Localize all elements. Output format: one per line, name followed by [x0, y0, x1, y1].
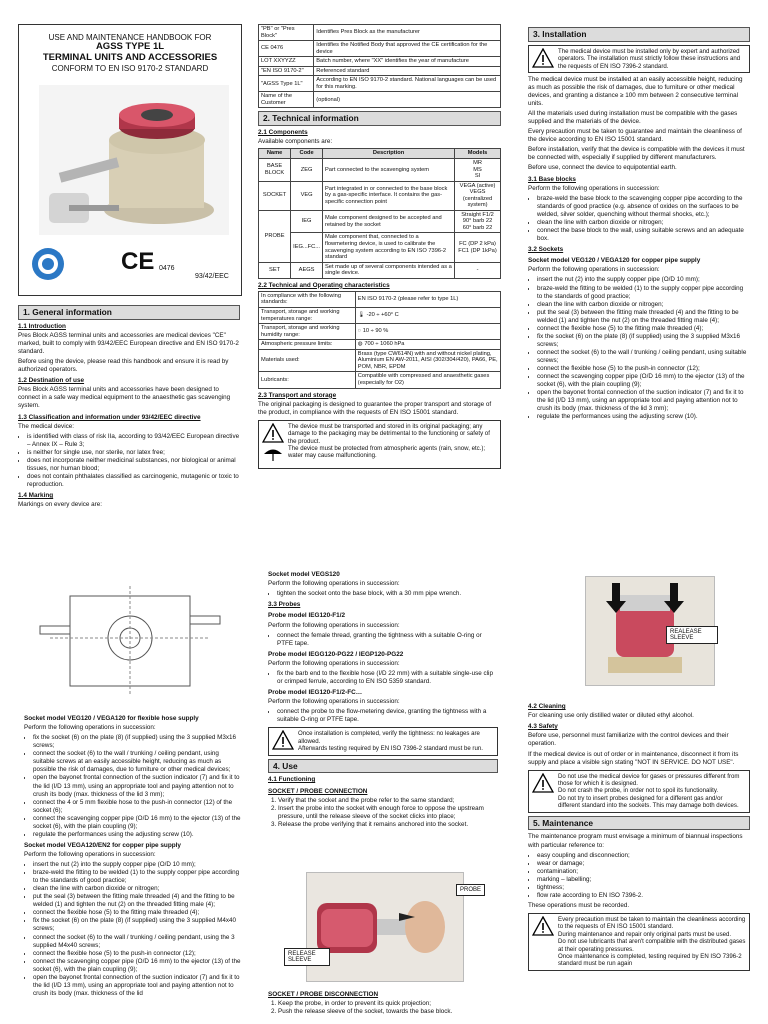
warning-text: Every precaution must be taken to maintain the cleanliness according to the requests of EN ISO 15001 standard. — [558, 915, 746, 931]
paragraph: Perform the following operations in succession: — [268, 580, 400, 588]
ce-mark-icon: CE — [121, 248, 155, 275]
table-row — [259, 349, 501, 372]
table-cell: Part connected to the scavenging system — [323, 159, 455, 182]
table-row — [259, 308, 501, 324]
warning-text: Once maintenance is completed, testing required by EN ISO 7396-2 standard must be run again — [558, 953, 742, 968]
list-item: • connect the flexible hose (5) to the push-in connector (12); — [537, 365, 750, 373]
characteristics-table — [258, 291, 501, 389]
table-cell: "AGSS Type 1L" — [259, 76, 314, 92]
list-item: • braze-weld the base block to the scavenging copper pipe according to the standards of good practice (e.g. absence of oxides on the surfaces to be welded, silver solder, quenching without thermal shocks, etc.); — [537, 195, 750, 219]
table-cell: AEGS — [291, 262, 323, 278]
page-2-right-column — [528, 700, 750, 1024]
list-item: • clean the line with carbon dioxide or nitrogen; — [33, 885, 242, 893]
column-header: Name — [259, 149, 291, 159]
list-item: • contamination; — [537, 868, 750, 876]
section-1-title: 1. General information — [18, 305, 240, 320]
table-row — [259, 262, 501, 278]
umbrella-icon — [262, 445, 284, 463]
cover-line-2: AGSS TYPE 1L — [95, 41, 165, 53]
heading-3-1: 3.1 Base blocks — [528, 175, 576, 183]
table-cell: SOCKET — [259, 181, 291, 210]
paragraph: The maintenance program must envisage a minimum of biannual inspections with particular reference to: — [528, 833, 743, 849]
cover-line-1: USE AND MAINTENANCE HANDBOOK FOR — [48, 33, 212, 42]
column-header: Description — [323, 149, 455, 159]
warning-icon — [262, 423, 284, 443]
classification-list — [18, 433, 240, 489]
flex-hose-heading: Socket model VEG120 / VEGA120 for flexible hose supply — [24, 715, 199, 722]
heading-2-2: 2.2 Technical and Operating characteristics — [258, 281, 390, 289]
table-cell: In compliance with the following standards: — [259, 291, 356, 307]
list-item: • wear or damage; — [537, 860, 750, 868]
paragraph: Pres Block AGSS terminal units and accessories have been designed to connect in a safe way medical equipment to the anaesthetic gas scavenging system. — [18, 386, 231, 410]
paragraph: Every precaution must be taken to guarantee and maintain the cleanliness of the device according to EN ISO 15001 standard. — [528, 128, 742, 144]
warning-text: Do not use lubricants that aren't compatible with the distributed gases at their operating pressures. — [558, 938, 746, 953]
disconnection-heading: SOCKET / PROBE DISCONNECTION — [268, 991, 379, 998]
table-row — [259, 76, 501, 92]
list-item: • is identified with class of risk IIa, according to 93/42/EEC European directive – Annex IX – Rule 3; — [27, 433, 240, 449]
warning-text: The device must be protected from atmospheric agents (rain, snow, etc.); water may cause malfunctioning. — [288, 445, 486, 460]
pres-block-logo-icon — [31, 247, 65, 281]
column-header: Code — [291, 149, 323, 159]
warning-text: Once installation is completed, verify the tightness: no leakages are allowed. — [298, 730, 480, 745]
list-item: • connect the socket (6) to the wall / trunking / ceiling pendant, using the 3 supplied M4x40 screws; — [33, 934, 242, 950]
column-header: Models — [455, 149, 501, 159]
table-row — [259, 57, 501, 67]
table-cell: Part integrated in or connected to the base block by a gas-specific interface. It contains the gas-specific connection point — [323, 181, 455, 210]
warning-text: Do not use the medical device for gases or pressures different from those for which it is designed. — [558, 772, 740, 788]
list-item: • is neither for single use, nor sterile, nor latex free; — [27, 449, 240, 457]
cover-box — [18, 24, 242, 296]
realease-sleeve-label: REALEASE SLEEVE — [666, 626, 718, 644]
list-item: • flow rate according to EN ISO 7396-2. — [537, 892, 750, 900]
table-cell: Transport, storage and working humidity range: — [259, 324, 356, 340]
paragraph: Before use, connect the device to equipotential earth. — [528, 164, 677, 172]
table-cell: PROBE — [259, 210, 291, 262]
section-3 — [528, 24, 750, 520]
table-cell: -20 ÷ +60° C — [366, 312, 399, 319]
list-item: • fix the socket (6) on the plate (8) (if supplied) using the 3 supplied M3x16 screws; — [537, 333, 750, 349]
table-cell: "EN ISO 9170-2" — [259, 66, 314, 76]
heading-1-1: 1.1 Introduction — [18, 322, 66, 330]
paragraph: For cleaning use only distilled water or diluted ethyl alcohol. — [528, 712, 694, 720]
base-block-steps — [528, 195, 750, 243]
table-cell: Transport, storage and working temperatures range: — [259, 308, 356, 324]
paragraph: Perform the following operations in succession: — [528, 266, 660, 274]
table-cell: BASE BLOCK — [259, 159, 291, 182]
table-cell: Referenced standard — [314, 66, 501, 76]
table-row — [259, 159, 501, 182]
paragraph: All the materials used during installation must be compatible with the gases supplied and the materials of the device. — [528, 110, 738, 126]
list-item: • fix the socket (6) on the plate (8) (if supplied) using the 3 supplied M4x40 screws; — [33, 917, 242, 933]
heading-1-3: 1.3 Classification and information under 93/42/EEC directive — [18, 413, 201, 421]
humidity-icon: ◌ — [357, 328, 363, 335]
connection-steps — [268, 797, 498, 829]
table-cell: LOT XXYYZZ — [259, 57, 314, 67]
table-cell: (optional) — [314, 92, 501, 108]
transport-warning — [258, 420, 501, 469]
list-item: • insert the nut (2) into the supply copper pipe (O/D 10 mm); — [537, 276, 750, 284]
ce-number: 0476 — [159, 265, 175, 272]
warning-icon — [532, 916, 554, 936]
heading-3-2: 3.2 Sockets — [528, 246, 564, 254]
paragraph: Perform the following operations in succession: — [268, 621, 400, 629]
cover-title — [19, 33, 241, 73]
paragraph: These operations must be recorded. — [528, 901, 630, 909]
vegs-steps — [268, 590, 498, 598]
table-cell: FC (DP 2 kPa) FC1 (DP 1kPa) — [455, 233, 501, 262]
table-header-row — [259, 149, 501, 159]
tightness-warning — [268, 727, 498, 755]
table-cell: Materials used: — [259, 349, 356, 372]
socket-steps — [528, 276, 750, 421]
list-item: • connect the female thread, granting the tightness with a suitable O-ring or PTFE tape. — [277, 632, 498, 648]
list-item: • marking – labelling; — [537, 876, 750, 884]
section-1 — [18, 302, 240, 520]
list-item: • connect the socket (6) to the wall / trunking / ceiling pendant, using suitable screws at an easily accessible height, reducing as much as possible the risk of damages, due to furniture or other medical devices; — [33, 750, 242, 774]
table-cell: Male component that, connected to a flowmetering device, is used to calibrate the scavenging system according to EN ISO 7396-2 standard — [323, 233, 455, 262]
terminal-unit-photo — [39, 85, 229, 235]
probe-1-steps — [268, 632, 498, 648]
table-row — [259, 66, 501, 76]
list-item: • connect the flexible hose (5) to the fitting male threaded (4); — [537, 325, 750, 333]
table-row — [259, 41, 501, 57]
paragraph: Pres Block AGSS terminal units and accessories are medical devices "CE" marked, built to comply with 93/42/EEC European directive and EN ISO 9170-2 standard. — [18, 331, 239, 356]
table-cell: 700 ÷ 1060 hPa — [364, 341, 405, 348]
flex-hose-steps — [24, 734, 242, 839]
table-cell: ZEG — [291, 159, 323, 182]
thermometer-icon: 🌡 — [357, 312, 367, 319]
list-item: • put the seal (3) between the fitting male threaded (4) and the fitting to be welded (1) and tighten the nut (2) on the threaded fitting male (4); — [537, 309, 750, 325]
list-item: • insert the nut (2) into the supply copper pipe (O/D 10 mm); — [33, 861, 242, 869]
table-cell: Lubricants: — [259, 372, 356, 388]
paragraph: Before use, personnel must familiarize with the control devices and their operation. — [528, 732, 729, 748]
table-cell: Straight F1/2 90° barb 22 60° barb 22 — [455, 210, 501, 233]
list-item: • open the bayonet frontal connection of the suction indicator (7) and fix it to the lid (I/D 13 mm), using an appropriate tool and paying attention not to crush its body (max. thickness of the lid — [33, 974, 242, 998]
table-cell: Brass (type CW614N) with and without nickel plating, Aluminium EN AW-2011, AISI (302/304/420), PA66, PE, POM, NBR, EPDM — [355, 349, 500, 372]
table-cell: Set made up of several components intended as a single device. — [323, 262, 455, 278]
table-cell: VEG — [291, 181, 323, 210]
heading-1-2: 1.2 Destination of use — [18, 377, 85, 385]
table-row — [259, 372, 501, 388]
table-row — [259, 291, 501, 307]
list-item: • does not contain phthalates classified as carcinogenic, mutagenic or toxic to reproduction. — [27, 473, 240, 489]
list-item: • clean the line with carbon dioxide or nitrogen; — [537, 219, 750, 227]
list-item: • tightness; — [537, 884, 750, 892]
pressure-icon: ◍ — [357, 341, 365, 348]
warning-text: Do not try to insert probes designed for a different gas and/or different standard into the sockets. This may damage both devices. — [558, 794, 739, 810]
table-cell: SET — [259, 262, 291, 278]
warning-icon — [272, 730, 294, 750]
list-item: • connect the socket (6) to the wall / trunking / ceiling pendant, using suitable screws; — [537, 349, 750, 365]
paragraph: Before installation, verify that the device is compatible with the devices it must be connected with, especially if supplied by different manufacturers. — [528, 146, 745, 162]
list-item: 2. Push the release sleeve of the socket, towards the base block. — [278, 1008, 498, 1016]
list-item: • connect the base block to the wall, using suitable screws and an adequate box. — [537, 227, 750, 243]
table-cell: "PB" or "Pres Block" — [259, 25, 314, 41]
list-item: • put the seal (3) between the fitting male threaded (4) and the fitting to be welded (1) and tighten the nut (2) on the threaded fitting male (4); — [33, 893, 242, 909]
table-cell: Name of the Customer — [259, 92, 314, 108]
table-cell: MR MS SI — [455, 159, 501, 182]
warning-icon — [532, 48, 554, 68]
heading-2-3: 2.3 Transport and storage — [258, 391, 337, 399]
table-row — [259, 92, 501, 108]
probe-1-heading: Probe model IEG120-F1/2 — [268, 612, 346, 620]
socket-model-heading: Socket model VEG120 / VEGA120 for copper pipe supply — [528, 257, 701, 265]
list-item: • connect the flexible hose (5) to the push-in connector (12); — [33, 950, 242, 958]
table-cell: Batch number, where "XX" identifies the year of manufacture — [314, 57, 501, 67]
table-cell: - — [455, 262, 501, 278]
connection-heading: SOCKET / PROBE CONNECTION — [268, 787, 368, 795]
table-row — [259, 210, 501, 233]
table-cell: IEG...FC... — [291, 233, 323, 262]
table-cell: According to EN ISO 9170-2 standard. National languages can be used for this marking. — [314, 76, 501, 92]
vegs-heading: Socket model VEGS120 — [268, 571, 340, 578]
section-5-title: 5. Maintenance — [528, 816, 750, 831]
list-item: • connect the scavenging copper pipe (O/D 16 mm) to the ejector (13) of the socket (6), with the plain coupling (9); — [537, 373, 750, 389]
warning-icon — [532, 773, 554, 793]
release-sleeve-label: RELEASE SLEEVE — [284, 948, 330, 966]
list-item: 1. Keep the probe, in order to prevent its quick projection; — [278, 1000, 498, 1008]
table-cell: Atmospheric pressure limits: — [259, 340, 356, 350]
en2-heading: Socket model VEGA120/EN2 for copper pipe supply — [24, 841, 181, 849]
list-item: • easy coupling and disconnection; — [537, 852, 750, 860]
paragraph: The medical device must be installed at an easily accessible height, reducing as much as possible the risk of damages, due to furniture or other medical devices, and granting a distance ≥ 100 mm between 2 consecutive terminal units. — [528, 76, 743, 108]
list-item: • fix the barb end to the flexible hose (I/D 22 mm) with a suitable single-use clip or crimped ferrule, according to EN ISO 5359 standard. — [277, 670, 498, 686]
paragraph: Before using the device, please read this handbook and ensure it is read by authorized operators. — [18, 358, 229, 374]
warning-text: During maintenance and repair only original parts must be used. — [558, 930, 732, 938]
list-item: • connect the 4 or 5 mm flexible hose to the push-in connector (12) of the socket (6); — [33, 799, 242, 815]
heading-3-3: 3.3 Probes — [268, 601, 301, 609]
list-item: 1. Verify that the socket and the probe refer to the same standard; — [278, 797, 498, 805]
heading-1-4: 1.4 Marking — [18, 492, 54, 500]
table-row — [259, 340, 501, 350]
probe-3-steps — [268, 708, 498, 724]
use-warning — [528, 770, 750, 813]
section-2-title: 2. Technical information — [258, 111, 501, 126]
section-3-title: 3. Installation — [528, 27, 750, 42]
probe-2-heading: Probe model IEGG120-PG22 / IEGP120-PG22 — [268, 650, 404, 658]
list-item: • regulate the performances using the adjusting screw (10). — [537, 413, 750, 421]
directive-label: 93/42/EEC — [195, 273, 229, 280]
table-cell: Identifies the Notified Body that approved the CE certification for the device — [314, 41, 501, 57]
warning-text: Do not crash the probe, in order not to spoil its functionality. — [558, 787, 719, 795]
section-2-column — [258, 24, 501, 520]
paragraph: The original packaging is designed to guarantee the proper transport and storage of the product, in compliance with the requests of EN ISO 15001 standard. — [258, 400, 492, 416]
cover-line-4: CONFORM TO EN ISO 9170-2 STANDARD — [51, 64, 209, 74]
warning-text: The device must be transported and stored in its original packaging; any damage to the packaging may be detrimental to the functioning or safety of the product. — [288, 422, 490, 445]
maintenance-checklist — [528, 852, 750, 900]
list-item: • braze-weld the fitting to be welded (1) to the supply copper pipe according to the standards of good practice; — [33, 869, 242, 885]
table-cell: VEGA (active) VEGS (centralized system) — [455, 181, 501, 210]
list-item: • does not incorporate neither medicinal substances, nor biological or animal tissues, nor human blood; — [27, 457, 240, 473]
paragraph: Perform the following operations in succession: — [268, 659, 400, 667]
installation-warning — [528, 45, 750, 73]
heading-2-1: 2.1 Components — [258, 129, 308, 137]
list-item: • connect the scavenging copper pipe (O/D 16 mm) to the ejector (13) of the socket (6), with the plain coupling (9); — [33, 958, 242, 974]
heading-4-3: 4.3 Safety — [528, 723, 558, 731]
en2-steps — [24, 861, 242, 998]
disconnection-block — [268, 988, 498, 1024]
list-item: • braze-weld the fitting to be welded (1) to the supply copper pipe according to the standards of good practice; — [537, 285, 750, 301]
paragraph: Perform the following operations in succession: — [24, 851, 156, 859]
table-row — [259, 324, 501, 340]
cover-line-3: TERMINAL UNITS AND ACCESSORIES — [42, 52, 218, 64]
list-item: • open the bayonet frontal connection of the suction indicator (7) and fix it to the lid (I/D 13 mm), using an appropriate tool and paying attention not to crush its body (max. thickness of the lid 3 mm); — [537, 389, 750, 413]
table-cell: EN ISO 9170-2 (please refer to type 1L) — [355, 291, 500, 307]
disconnection-steps — [268, 1000, 498, 1016]
list-item: 2. Insert the probe into the socket with enough force to oppose the upstream pressure, until the release sleeve of the socket clicks into place; — [278, 805, 498, 821]
table-row — [259, 233, 501, 262]
list-item: • connect the scavenging copper pipe (O/D 16 mm) to the ejector (13) of the socket (6), with the plain coupling (9); — [33, 815, 242, 831]
table-cell: Identifies Pres Block as the manufacturer — [314, 25, 501, 41]
paragraph: Perform the following operations in succession: — [24, 724, 156, 732]
list-item: • clean the line with carbon dioxide or nitrogen; — [537, 301, 750, 309]
marking-table — [258, 24, 501, 108]
paragraph: The medical device: — [18, 422, 74, 430]
maintenance-warning — [528, 913, 750, 971]
heading-4-1: 4.1 Functioning — [268, 776, 316, 784]
probe-2-steps — [268, 670, 498, 686]
list-item: 3. Release the probe verifying that it remains anchored into the socket. — [278, 821, 498, 829]
table-row — [259, 181, 501, 210]
section-4-title: 4. Use — [268, 759, 498, 774]
list-item: • open the bayonet frontal connection of the suction indicator (7) and fix it to the lid (I/D 13 mm), using an appropriate tool and paying attention not to crush its body (max. thickness of the lid 3 mm); — [33, 774, 242, 798]
table-cell: CE 0476 — [259, 41, 314, 57]
probe-label: PROBE — [456, 884, 485, 896]
paragraph: Markings on every device are: — [18, 501, 102, 509]
list-item: • regulate the performances using the adjusting screw (10). — [33, 831, 242, 839]
heading-4-2: 4.2 Cleaning — [528, 703, 566, 710]
list-item: • connect the probe to the flow-metering device, granting the tightness with a suitable O-ring or PTFE tape. — [277, 708, 498, 724]
table-cell: IEG — [291, 210, 323, 233]
list-item: • tighten the socket onto the base block, with a 30 mm pipe wrench. — [277, 590, 498, 598]
table-cell: 10 ÷ 90 % — [362, 328, 389, 335]
paragraph: Perform the following operations in succession: — [268, 698, 400, 706]
warning-text: Afterwards testing required by EN ISO 7396-2 standard must be run. — [298, 745, 483, 753]
exploded-drawing — [30, 576, 230, 704]
paragraph: Available components are: — [258, 138, 333, 146]
paragraph: If the medical device is out of order or in maintenance, disconnect it from its supply and place a visible sign stating "NOT IN SERVICE. DO NOT USE". — [528, 750, 739, 766]
components-table — [258, 148, 501, 278]
probe-3-heading: Probe model IEG120-F1/2-FC… — [268, 689, 363, 697]
table-row — [259, 25, 501, 41]
page-2-middle-column — [268, 568, 498, 868]
page-2-left-column — [24, 712, 242, 1024]
warning-text: The medical device must be installed only by expert and authorized operators. The installation must strictly follow these instructions and the requests of EN ISO 7396-2 standard. — [558, 47, 741, 70]
table-cell: Male component designed to be accepted and retained by the socket — [323, 210, 455, 233]
list-item: • connect the flexible hose (5) to the fitting male threaded (4); — [33, 909, 242, 917]
paragraph: Perform the following operations in succession: — [528, 184, 660, 192]
table-cell: Compatible with compressed and anaesthetic gases (especially for O2) — [355, 372, 500, 388]
list-item: • fix the socket (6) on the plate (8) (if supplied) using the 3 supplied M3x16 screws; — [33, 734, 242, 750]
